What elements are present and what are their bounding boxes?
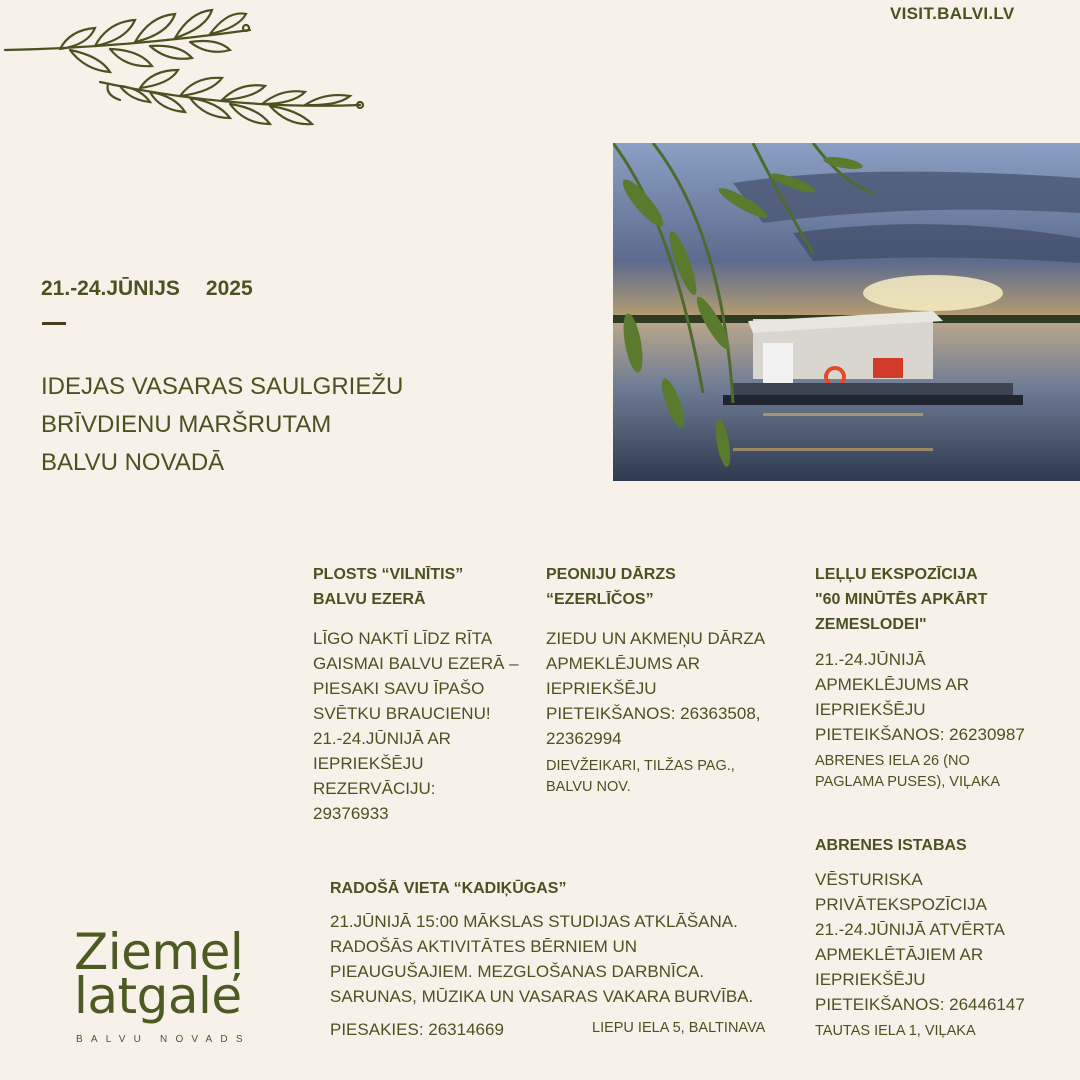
item-address bbox=[815, 1021, 1055, 1042]
ziemelatgale-logo bbox=[74, 923, 244, 1025]
item-title bbox=[546, 562, 786, 612]
title-line: PEONIJU DĀRZS bbox=[546, 566, 676, 583]
event-dates bbox=[41, 277, 253, 301]
address-line: TAUTAS IELA 1, VIĻAKA bbox=[815, 1023, 976, 1039]
item-abrene-rooms bbox=[815, 833, 1055, 1042]
text-line: LĪGO NAKTĪ LĪDZ RĪTA bbox=[313, 629, 493, 648]
item-booking bbox=[313, 726, 533, 826]
item-description bbox=[815, 647, 1050, 747]
text-line: GAISMAI BALVU EZERĀ – bbox=[313, 654, 519, 673]
headline-line: BALVU NOVADĀ bbox=[41, 449, 225, 476]
item-raft bbox=[313, 562, 533, 826]
phone-number: 29376933 bbox=[313, 804, 389, 823]
address-line: ABRENES IELA 26 (NO bbox=[815, 753, 970, 769]
leaf-branch-decoration bbox=[0, 0, 380, 150]
raft-sunset-photo bbox=[613, 143, 1080, 481]
title-line: RADOŠĀ VIETA “KADIĶŪGAS” bbox=[330, 880, 567, 897]
title-line: PLOSTS “VILNĪTIS” bbox=[313, 566, 464, 583]
text-line: APMEKLĒTĀJIEM AR bbox=[815, 945, 984, 964]
divider bbox=[42, 322, 66, 325]
title-line: "60 MINŪTĒS APKĀRT bbox=[815, 591, 988, 608]
title-line: “EZERLĪČOS” bbox=[546, 591, 654, 608]
title-line: BALVU EZERĀ bbox=[313, 591, 426, 608]
logo-line: latgale bbox=[74, 967, 242, 1025]
text-line: PRIVĀTEKSPOZĪCIJA bbox=[815, 895, 987, 914]
item-title bbox=[815, 562, 1050, 637]
website-url[interactable]: VISIT.BALVI.LV bbox=[890, 4, 1015, 23]
text-line: SVĒTKU BRAUCIENU! bbox=[313, 704, 491, 723]
headline-line: IDEJAS VASARAS SAULGRIEŽU bbox=[41, 373, 404, 400]
item-title bbox=[313, 562, 533, 612]
date-range: 21.-24.JŪNIJS bbox=[41, 277, 180, 300]
text-line: ZIEDU UN AKMEŅU DĀRZA bbox=[546, 629, 766, 648]
text-line: APMEKLĒJUMS AR bbox=[815, 675, 969, 694]
item-description bbox=[330, 909, 800, 1009]
item-title bbox=[330, 876, 800, 901]
text-line: PIETEIKŠANOS: 26230987 bbox=[815, 725, 1025, 744]
contact-phone: PIESAKIES: 26314669 bbox=[330, 1020, 504, 1039]
title-line: ZEMESLODEI" bbox=[815, 616, 927, 633]
item-description bbox=[546, 626, 786, 751]
text-line: REZERVĀCIJU: bbox=[313, 779, 436, 798]
text-line: IEPRIEKŠĒJU bbox=[546, 679, 657, 698]
text-line: 21.JŪNIJĀ 15:00 MĀKSLAS STUDIJAS ATKLĀŠANA. bbox=[330, 912, 738, 931]
address-line: DIEVŽEIKARI, TILŽAS PAG., bbox=[546, 758, 735, 774]
text-line: 21.-24.JŪNIJĀ AR bbox=[313, 729, 451, 748]
item-address: LIEPU IELA 5, BALTINAVA bbox=[592, 1020, 766, 1036]
item-creative-place bbox=[330, 876, 800, 1042]
text-line: IEPRIEKŠĒJU bbox=[815, 700, 926, 719]
text-line: RADOŠĀS AKTIVITĀTES BĒRNIEM UN bbox=[330, 937, 638, 956]
year: 2025 bbox=[205, 277, 253, 300]
item-description bbox=[313, 626, 533, 726]
text-line: 22362994 bbox=[546, 729, 622, 748]
address-line: BALVU NOV. bbox=[546, 779, 631, 795]
text-line: IEPRIEKŠĒJU bbox=[815, 970, 926, 989]
text-line: PIEAUGUŠAJIEM. MEZGLOŠANAS DARBNĪCA. bbox=[330, 962, 705, 981]
title-line: LEĻĻU EKSPOZĪCIJA bbox=[815, 566, 978, 583]
text-line: PIETEIKŠANOS: 26363508, bbox=[546, 704, 761, 723]
item-address bbox=[546, 756, 786, 798]
text-line: VĒSTURISKA bbox=[815, 870, 923, 889]
text-line: APMEKLĒJUMS AR bbox=[546, 654, 700, 673]
item-title bbox=[815, 833, 1055, 858]
item-description bbox=[815, 867, 1055, 1017]
item-address bbox=[815, 751, 1050, 793]
text-line: 21.-24.JŪNIJĀ bbox=[815, 650, 926, 669]
address-line: PAGLAMA PUSES), VIĻAKA bbox=[815, 774, 1001, 790]
text-line: 21.-24.JŪNIJĀ ATVĒRTA bbox=[815, 920, 1005, 939]
headline-line: BRĪVDIENU MARŠRUTAM bbox=[41, 411, 332, 438]
logo-line: Ziemeļ bbox=[74, 923, 244, 981]
title-line: ABRENES ISTABAS bbox=[815, 837, 967, 854]
logo-subtitle: BALVU NOVADS bbox=[76, 1034, 251, 1045]
text-line: IEPRIEKŠĒJU bbox=[313, 754, 424, 773]
text-line: PIETEIKŠANOS: 26446147 bbox=[815, 995, 1025, 1014]
text-line: PIESAKI SAVU ĪPAŠO bbox=[313, 679, 485, 698]
item-peony-garden bbox=[546, 562, 786, 798]
item-contact-row bbox=[330, 1017, 800, 1042]
headline bbox=[41, 368, 403, 482]
text-line: SARUNAS, MŪZIKA UN VASARAS VAKARA BURVĪBA. bbox=[330, 987, 754, 1006]
item-doll-exhibition bbox=[815, 562, 1050, 793]
